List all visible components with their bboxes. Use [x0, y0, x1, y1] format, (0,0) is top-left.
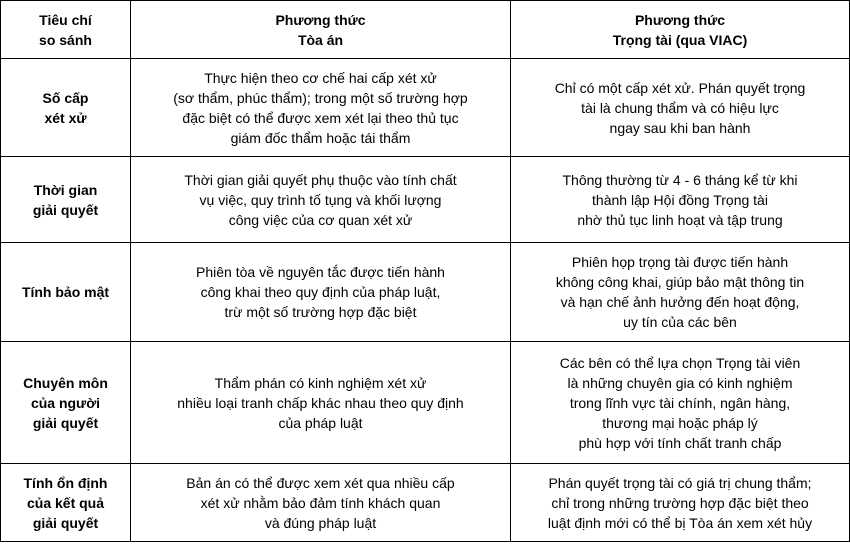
- criteria-cell: Số cấp xét xử: [1, 59, 131, 157]
- court-cell: Thẩm phán có kinh nghiệm xét xử nhiều loại tranh chấp khác nhau theo quy định của pháp luật: [131, 342, 511, 464]
- table-row: [1, 464, 850, 542]
- arbitration-cell: Phán quyết trọng tài có giá trị chung thẩm; chỉ trong những trường hợp đặc biệt theo luật định mới có thể bị Tòa án xem xét hủy: [511, 464, 850, 542]
- arbitration-cell: Thông thường từ 4 - 6 tháng kể từ khi thành lập Hội đồng Trọng tài nhờ thủ tục linh hoạt và tập trung: [511, 157, 850, 243]
- court-cell: Phiên tòa về nguyên tắc được tiến hành công khai theo quy định của pháp luật, trừ một số trường hợp đặc biệt: [131, 243, 511, 342]
- header-criteria: Tiêu chí so sánh: [1, 1, 131, 59]
- header-court: Phương thức Tòa án: [131, 1, 511, 59]
- table-row: [1, 157, 850, 243]
- court-cell: Thực hiện theo cơ chế hai cấp xét xử (sơ thẩm, phúc thẩm); trong một số trường hợp đặc biệt có thể được xem xét lại theo thủ tục giám đốc thẩm hoặc tái thẩm: [131, 59, 511, 157]
- criteria-cell: Chuyên môn của người giải quyết: [1, 342, 131, 464]
- court-cell: Thời gian giải quyết phụ thuộc vào tính chất vụ việc, quy trình tố tụng và khối lượng công việc của cơ quan xét xử: [131, 157, 511, 243]
- criteria-cell: Thời gian giải quyết: [1, 157, 131, 243]
- arbitration-cell: Chỉ có một cấp xét xử. Phán quyết trọng tài là chung thẩm và có hiệu lực ngay sau khi ban hành: [511, 59, 850, 157]
- header-arbitration: Phương thức Trọng tài (qua VIAC): [511, 1, 850, 59]
- arbitration-cell: Phiên họp trọng tài được tiến hành không công khai, giúp bảo mật thông tin và hạn chế ảnh hưởng đến hoạt động, uy tín của các bên: [511, 243, 850, 342]
- criteria-cell: Tính bảo mật: [1, 243, 131, 342]
- criteria-cell: Tính ổn định của kết quả giải quyết: [1, 464, 131, 542]
- court-cell: Bản án có thể được xem xét qua nhiều cấp xét xử nhằm bảo đảm tính khách quan và đúng pháp luật: [131, 464, 511, 542]
- header-row: [1, 1, 850, 59]
- table-row: [1, 59, 850, 157]
- table-row: [1, 342, 850, 464]
- arbitration-cell: Các bên có thể lựa chọn Trọng tài viên là những chuyên gia có kinh nghiệm trong lĩnh vực tài chính, ngân hàng, thương mại hoặc pháp lý phù hợp với tính chất tranh chấp: [511, 342, 850, 464]
- table-row: [1, 243, 850, 342]
